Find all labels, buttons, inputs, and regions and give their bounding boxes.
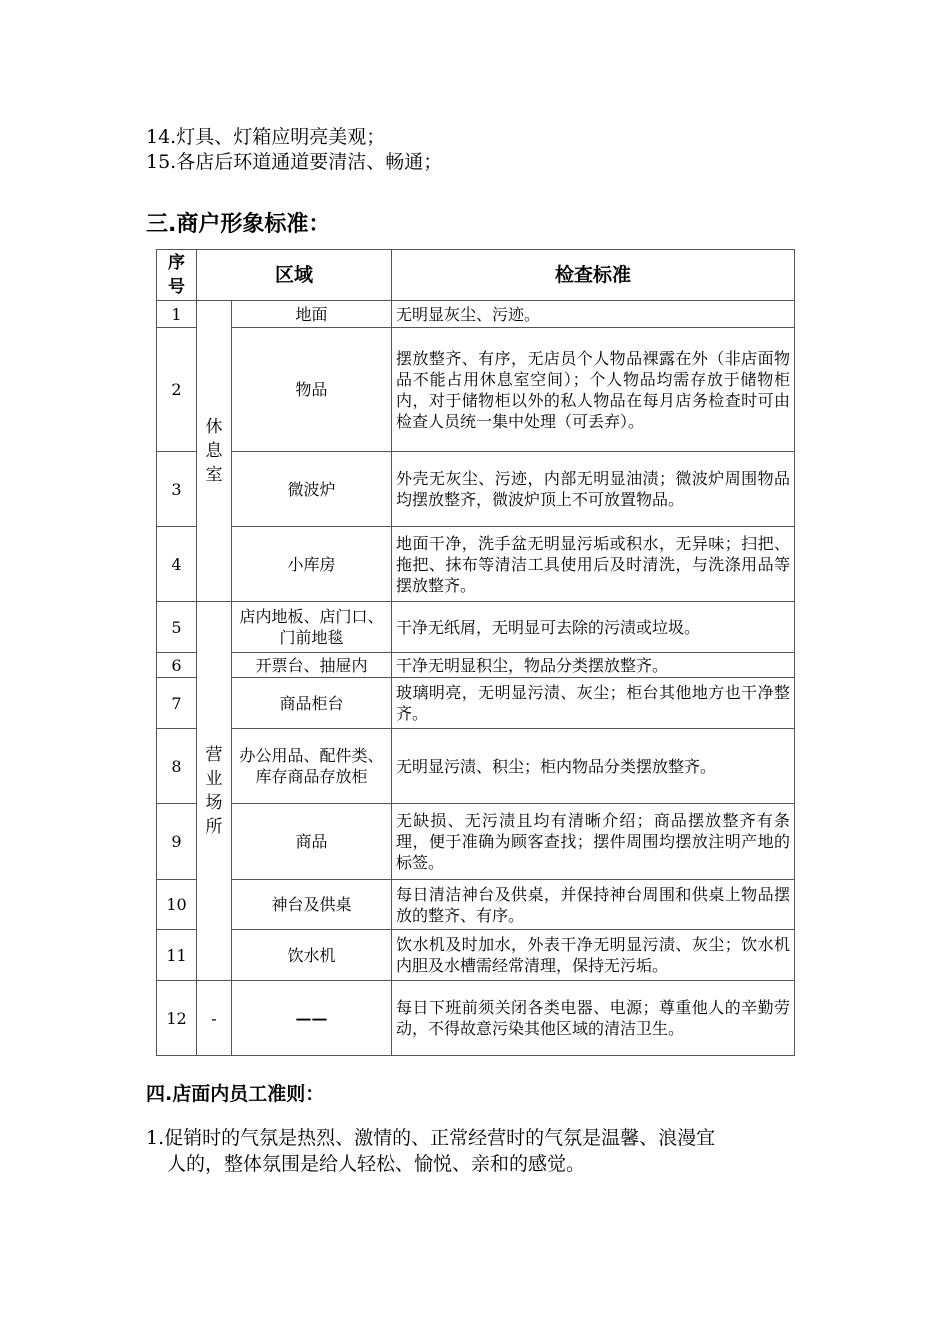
row-criteria: 每日下班前须关闭各类电器、电源；尊重他人的辛勤劳动，不得故意污染其他区域的清洁卫生。 (392, 981, 795, 1056)
row-number: 5 (157, 602, 197, 653)
row-number: 2 (157, 328, 197, 452)
row-number: 7 (157, 678, 197, 729)
table-row (157, 930, 795, 981)
row-criteria: 饮水机及时加水，外表干净无明显污渍、灰尘；饮水机内胆及水槽需经常清理，保持无污垢。 (392, 930, 795, 981)
row-criteria: 无明显灰尘、污迹。 (392, 301, 795, 328)
header-seq: 序号 (157, 250, 197, 301)
staff-rule-item-1 (146, 1125, 816, 1177)
table-row (157, 328, 795, 452)
row-number: 6 (157, 653, 197, 678)
row-criteria: 干净无明显积尘，物品分类摆放整齐。 (392, 653, 795, 678)
row-area: 商品 (232, 804, 392, 880)
list-item-15: 15.各店后环道通道要清洁、畅通； (146, 151, 443, 173)
row-number: 11 (157, 930, 197, 981)
row-criteria: 无缺损、无污渍且均有清晰介绍；商品摆放整齐有条理，便于准确为顾客查找；摆件周围均摆放注明产地的标签。 (392, 804, 795, 880)
row-criteria: 外壳无灰尘、污迹，内部无明显油渍；微波炉周围物品均摆放整齐，微波炉顶上不可放置物品。 (392, 452, 795, 527)
table-row (157, 527, 795, 602)
group-business-area: 营业场所 (197, 602, 232, 981)
row-number: 3 (157, 452, 197, 527)
row-criteria: 摆放整齐、有序，无店员个人物品裸露在外（非店面物品不能占用休息室空间）；个人物品均需存放于储物柜内，对于储物柜以外的私人物品在每月店务检查时可由检查人员统一集中处理（可丢弃）。 (392, 328, 795, 452)
row-area: 办公用品、配件类、库存商品存放柜 (232, 729, 392, 804)
header-area: 区域 (197, 250, 392, 301)
row-area: 店内地板、店门口、门前地毯 (232, 602, 392, 653)
row-criteria: 无明显污渍、积尘；柜内物品分类摆放整齐。 (392, 729, 795, 804)
group-other: - (197, 981, 232, 1056)
row-area: 开票台、抽屉内 (232, 653, 392, 678)
row-area: 饮水机 (232, 930, 392, 981)
header-criteria: 检查标准 (392, 250, 795, 301)
row-area: 地面 (232, 301, 392, 328)
table-row (157, 678, 795, 729)
list-item-14: 14.灯具、灯箱应明亮美观； (146, 126, 386, 148)
row-area: 神台及供桌 (232, 880, 392, 930)
table-row (157, 729, 795, 804)
row-area: 小库房 (232, 527, 392, 602)
row-number: 12 (157, 981, 197, 1056)
staff-rule-item-1-line-1: 1.促销时的气氛是热烈、激情的、正常经营时的气氛是温馨、浪漫宜 (146, 1127, 716, 1149)
table-row (157, 602, 795, 653)
row-criteria: 玻璃明亮，无明显污渍、灰尘；柜台其他地方也干净整齐。 (392, 678, 795, 729)
row-criteria: 每日清洁神台及供桌，并保持神台周围和供桌上物品摆放的整齐、有序。 (392, 880, 795, 930)
table-row (157, 452, 795, 527)
row-number: 9 (157, 804, 197, 880)
row-criteria: 地面干净，洗手盆无明显污垢或积水，无异味；扫把、拖把、抹布等清洁工具使用后及时清洗，与洗涤用品等摆放整齐。 (392, 527, 795, 602)
row-area: 微波炉 (232, 452, 392, 527)
merchant-standards-table (156, 249, 795, 1056)
table-header-row (157, 250, 795, 301)
row-criteria: 干净无纸屑，无明显可去除的污渍或垃圾。 (392, 602, 795, 653)
staff-rule-item-1-line-2: 人的，整体氛围是给人轻松、愉悦、亲和的感觉。 (167, 1153, 586, 1175)
table-row (157, 653, 795, 678)
row-number: 1 (157, 301, 197, 328)
table-row (157, 804, 795, 880)
group-rest-room: 休息室 (197, 301, 232, 602)
row-area: 商品柜台 (232, 678, 392, 729)
section-heading-staff-rules: 四.店面内员工准则： (146, 1083, 325, 1105)
row-area: 物品 (232, 328, 392, 452)
section-heading-merchant-image: 三.商户形象标准： (146, 212, 331, 237)
row-number: 8 (157, 729, 197, 804)
row-area: —— (232, 981, 392, 1056)
row-number: 4 (157, 527, 197, 602)
table-row (157, 880, 795, 930)
table-row (157, 981, 795, 1056)
row-number: 10 (157, 880, 197, 930)
table-row (157, 301, 795, 328)
